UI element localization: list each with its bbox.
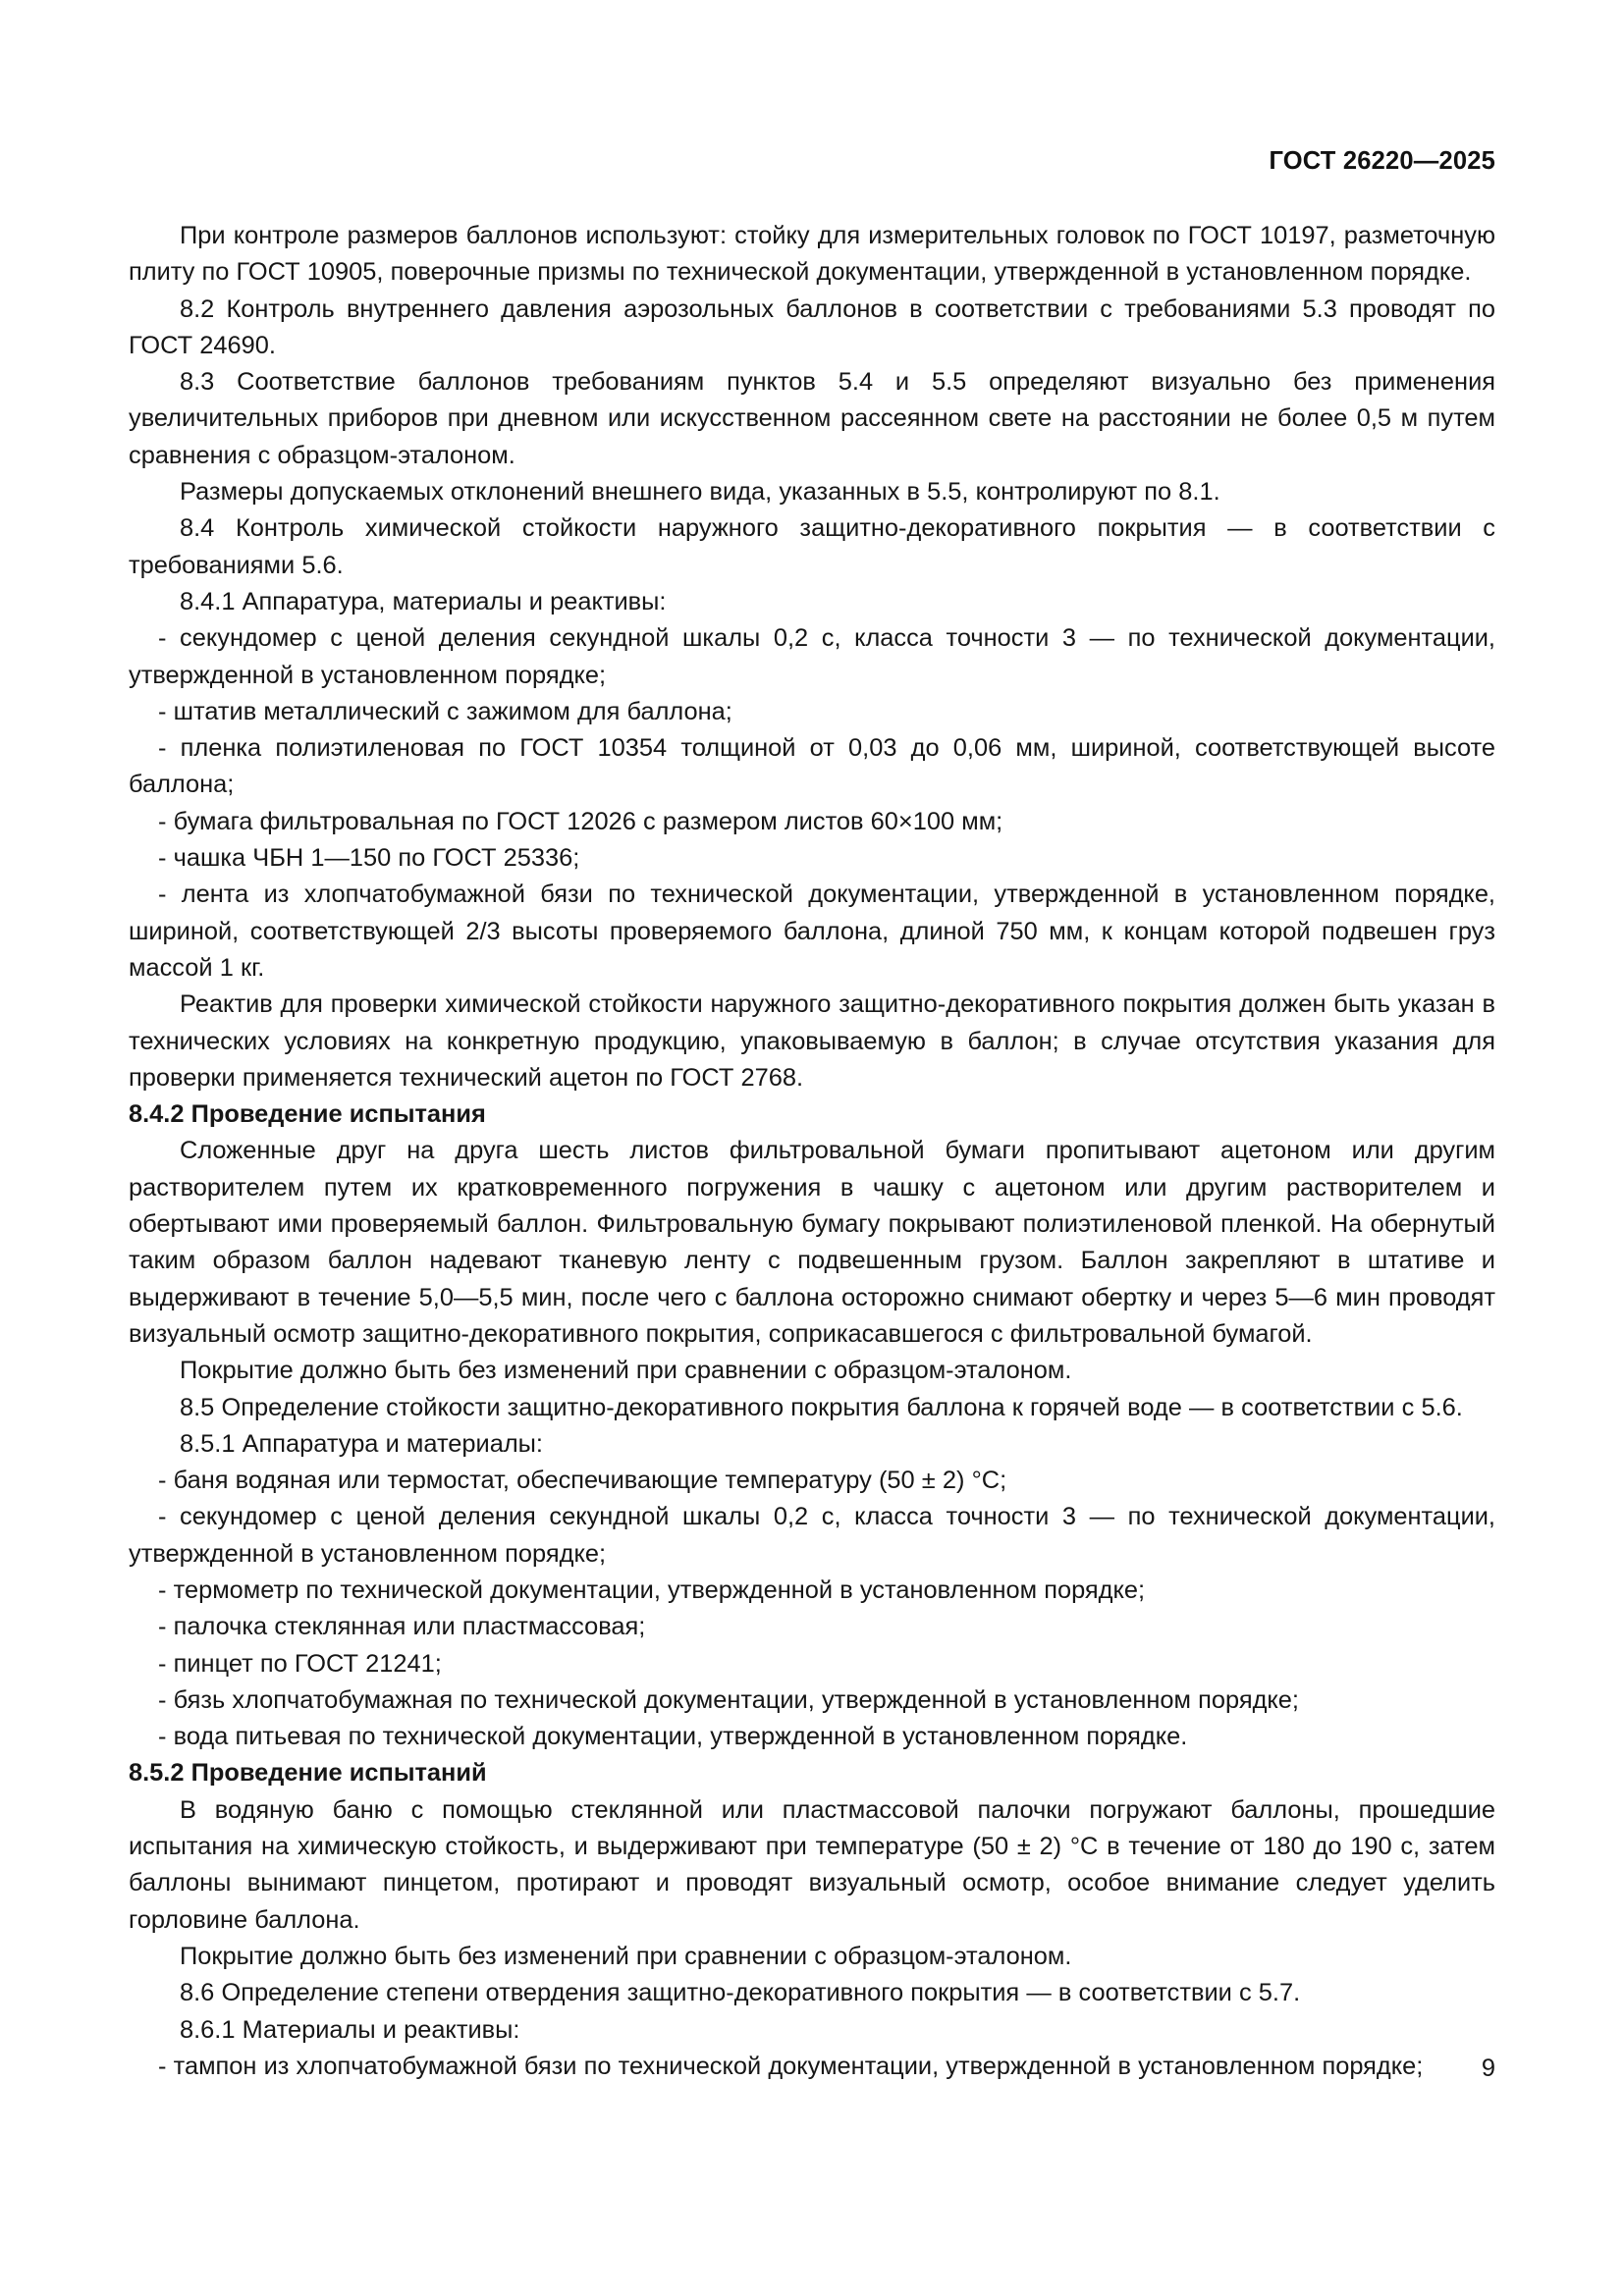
p-8-5-1-b: - секундомер с ценой деления секундной шкалы 0,2 с, класса точности 3 — по технической документации, утвержденной в установленном порядке; xyxy=(129,1503,1495,1568)
p-8-5-1-c: - термометр по технической документации, утвержденной в установленном порядке; xyxy=(158,1575,1146,1604)
p-8-5-2-body: В водяную баню с помощью стеклянной или пластмассовой палочки погружают баллоны, прошедшие испытания на химическую стойкость, и выдерживают при температуре (50 ± 2) °C в течение от 180 до 190 с, затем баллоны вынимают пинцетом, протирают и проводят визуальный осмотр, особое внимание следует уделить горловине баллона. xyxy=(129,1795,1495,1934)
p-8-4-2-body: Сложенные друг на друга шесть листов фильтровальной бумаги пропитывают ацетоном или другим растворителем путем их кратковременного погружения в чашку с ацетоном или другим растворителем и обертывают ими проверяемый баллон. Фильтровальную бумагу покрывают полиэтиленовой пленкой. На обернутый таким образом баллон надевают тканевую ленту с подвешенным грузом. Баллон закрепляют в штативе и выдерживают в течение 5,0—5,5 мин, после чего с баллона осторожно снимают обертку и через 5—6 мин проводят визуальный осмотр защитно-декоративного покрытия, соприкасавшегося с фильтровальной бумагой. xyxy=(129,1137,1495,1348)
p-8-5-1-a: - баня водяная или термостат, обеспечивающие температуру (50 ± 2) °C; xyxy=(158,1467,1007,1495)
p-coating-1: Покрытие должно быть без изменений при сравнении с образцом-эталоном. xyxy=(180,1357,1072,1385)
p-deviations: Размеры допускаемых отклонений внешнего вида, указанных в 5.5, контролируют по 8.1. xyxy=(180,478,1220,507)
p-8-4-2-head: 8.4.2 Проведение испытания xyxy=(129,1100,486,1129)
p-8-2: 8.2 Контроль внутреннего давления аэрозольных баллонов в соответствии с требованиями 5.3 проводят по ГОСТ 24690. xyxy=(129,294,1495,359)
p-8-6-1-a: - тампон из хлопчатобумажной бязи по технической документации, утвержденной в установленном порядке; xyxy=(158,2052,1424,2080)
p-8-4: 8.4 Контроль химической стойкости наружного защитно-декоративного покрытия — в соответствии с требованиями 5.6. xyxy=(129,514,1495,579)
p-reagent: Реактив для проверки химической стойкости наружного защитно-декоративного покрытия должен быть указан в технических условиях на конкретную продукцию, упаковываемую в баллон; в случае отсутствия указания для проверки применяется технический ацетон по ГОСТ 2768. xyxy=(129,990,1495,1092)
p-8-6-1: 8.6.1 Материалы и реактивы: xyxy=(180,2015,520,2044)
p-8-4-1-c: - пленка полиэтиленовая по ГОСТ 10354 толщиной от 0,03 до 0,06 мм, шириной, соответствующей высоте баллона; xyxy=(129,734,1495,799)
p-8-5-1: 8.5.1 Аппаратура и материалы: xyxy=(180,1429,543,1458)
p-8-4-1: 8.4.1 Аппаратура, материалы и реактивы: xyxy=(180,587,667,615)
p-8-5: 8.5 Определение стойкости защитно-декоративного покрытия баллона к горячей воде — в соответствии с 5.6. xyxy=(180,1393,1463,1421)
p-8-4-1-a: - секундомер с ценой деления секундной шкалы 0,2 с, класса точности 3 — по технической документации, утвержденной в установленном порядке; xyxy=(129,624,1495,689)
p-8-5-2-head: 8.5.2 Проведение испытаний xyxy=(129,1759,487,1788)
p-coating-2: Покрытие должно быть без изменений при сравнении с образцом-эталоном. xyxy=(180,1942,1072,1970)
p-8-4-1-d: - бумага фильтровальная по ГОСТ 12026 с размером листов 60×100 мм; xyxy=(158,807,1003,835)
p-intro-sizes: При контроле размеров баллонов используют: стойку для измерительных головок по ГОСТ 10197, разметочную плиту по ГОСТ 10905, поверочные призмы по технической документации, утвержденной в установленном порядке. xyxy=(129,222,1495,287)
p-8-5-1-e: - пинцет по ГОСТ 21241; xyxy=(158,1649,442,1678)
p-8-4-1-b: - штатив металлический с зажимом для баллона; xyxy=(158,697,732,725)
p-8-5-1-g: - вода питьевая по технической документации, утвержденной в установленном порядке. xyxy=(158,1723,1188,1751)
page-number: 9 xyxy=(1481,2055,1495,2082)
p-8-5-1-d: - палочка стеклянная или пластмассовая; xyxy=(158,1613,646,1641)
p-8-6: 8.6 Определение степени отвердения защитно-декоративного покрытия — в соответствии с 5.7. xyxy=(180,1979,1301,2007)
p-8-4-1-e: - чашка ЧБН 1—150 по ГОСТ 25336; xyxy=(158,844,580,873)
p-8-3: 8.3 Соответствие баллонов требованиям пунктов 5.4 и 5.5 определяют визуально без применения увеличительных приборов при дневном или искусственном рассеянном свете на расстоянии не более 0,5 м путем сравнения с образцом-эталоном. xyxy=(129,368,1495,469)
p-8-4-1-f: - лента из хлопчатобумажной бязи по технической документации, утвержденной в установленном порядке, шириной, соответствующей 2/3 высоты проверяемого баллона, длиной 750 мм, к концам которой подвешен груз массой 1 кг. xyxy=(129,881,1495,982)
running-header-standard-number: ГОСТ 26220—2025 xyxy=(1269,147,1495,175)
p-8-5-1-f: - бязь хлопчатобумажная по технической документации, утвержденной в установленном порядке; xyxy=(158,1685,1299,1714)
page-body-text xyxy=(129,218,1495,2085)
